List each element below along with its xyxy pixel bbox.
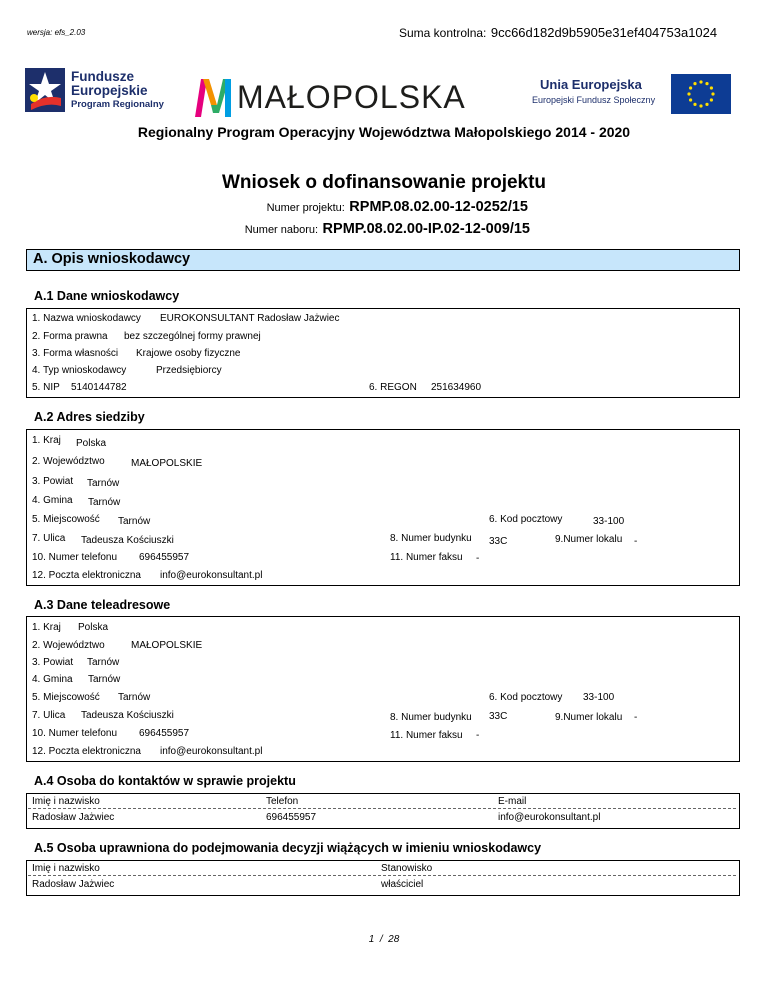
a2-phone-value: 696455957 [139,552,190,563]
a3-county-label: 3. Powiat [32,657,74,668]
a2-city-value: Tarnów [118,516,151,527]
a2-country-value: Polska [76,438,107,449]
a1-name-value: EUROKONSULTANT Radosław Jażwiec [160,313,340,324]
a2-email-label: 12. Poczta elektroniczna [32,570,141,581]
a4-phone: 696455957 [266,812,317,823]
a3-street-value: Tadeusza Kościuszki [81,710,174,721]
page-total: 28 [388,934,400,945]
a4-box [26,793,740,829]
a2-street-value: Tadeusza Kościuszki [81,535,174,546]
a1-nip-value: 5140144782 [71,382,127,393]
a3-building-label: 8. Numer budynku [390,712,472,723]
a2-street-label: 7. Ulica [32,533,66,544]
a2-county-label: 3. Powiat [32,476,74,487]
eu-flag-icon [671,74,731,114]
a3-building-value: 33C [489,711,508,722]
version-label: wersja: efs_2.03 [27,28,86,37]
checksum [399,24,717,42]
malopolska-text: MAŁOPOLSKA [237,79,466,115]
a2-county-value: Tarnów [87,478,120,489]
fe-line2: Europejskie [71,83,148,98]
a1-regon-label: 6. REGON [369,382,417,393]
a3-postal-label: 6. Kod pocztowy [489,692,563,703]
project-number-label: Numer projektu: [266,202,345,214]
a2-title: A.2 Adres siedziby [34,410,145,424]
call-number: RPMP.08.02.00-IP.02-12-009/15 [322,221,530,237]
a4-title: A.4 Osoba do kontaktów w sprawie projektu [34,774,296,788]
a1-title: A.1 Dane wnioskodawcy [34,289,180,303]
a2-email-value: info@eurokonsultant.pl [160,570,263,581]
a3-phone-value: 696455957 [139,728,190,739]
section-a-title: A. Opis wnioskodawcy [33,251,191,267]
a3-commune-label: 4. Gmina [32,674,73,685]
a4-col-name: Imię i nazwisko [32,796,100,807]
a1-type-label: 4. Typ wnioskodawcy [32,365,127,376]
fe-line1: Fundusze [71,69,134,84]
a4-name: Radosław Jażwiec [32,812,115,823]
eu-line2: Europejski Fundusz Społeczny [532,95,656,105]
a1-legal-form-value: bez szczególnej formy prawnej [124,331,261,342]
a3-title: A.3 Dane teleadresowe [34,598,171,612]
a2-building-value: 33C [489,536,508,547]
call-number-label: Numer naboru: [244,224,319,236]
page-indicator [0,934,768,945]
a1-nip-label: 5. NIP [32,382,60,393]
page-separator: / [379,934,383,945]
a1-legal-form-label: 2. Forma prawna [32,331,108,342]
a3-email-label: 12. Poczta elektroniczna [32,746,141,757]
a3-phone-label: 10. Numer telefonu [32,728,118,739]
checksum-label: Suma kontrolna: [399,26,487,40]
project-number: RPMP.08.02.00-12-0252/15 [349,199,528,215]
a2-unit-value: - [634,536,638,547]
eu-logo [532,75,744,111]
a3-voiv-value: MAŁOPOLSKIE [131,640,203,651]
a5-position: właściciel [381,879,424,890]
a4-col-email: E-mail [498,796,527,807]
a4-divider [28,808,736,809]
fe-star-icon [25,68,65,112]
malopolska-m-icon [195,77,231,117]
a5-divider [28,875,736,876]
a2-voiv-value: MAŁOPOLSKIE [131,458,203,469]
a3-country-value: Polska [78,622,109,633]
page-current: 1 [368,934,375,945]
a5-col-position: Stanowisko [381,863,433,874]
a2-fax-label: 11. Numer faksu [390,552,463,563]
a3-postal-value: 33-100 [583,692,615,703]
a2-country-label: 1. Kraj [32,435,61,446]
a3-country-label: 1. Kraj [32,622,61,633]
a1-ownership-label: 3. Forma własności [32,348,119,359]
a3-county-value: Tarnów [87,657,120,668]
a1-type-value: Przedsiębiorcy [156,365,222,376]
section-a-header [26,249,740,271]
call-number-row [0,220,530,238]
fe-line3: Program Regionalny [71,99,164,110]
a2-box [26,429,740,586]
a2-commune-value: Tarnów [88,497,121,508]
a3-fax-label: 11. Numer faksu [390,730,463,741]
malopolska-logo [195,77,485,117]
a3-city-label: 5. Miejscowość [32,692,100,703]
a1-ownership-value: Krajowe osoby fizyczne [136,348,241,359]
a2-city-label: 5. Miejscowość [32,514,100,525]
a4-email: info@eurokonsultant.pl [498,812,601,823]
project-number-row [0,198,528,216]
a3-unit-value: - [634,712,638,723]
a2-building-label: 8. Numer budynku [390,533,472,544]
a2-postal-label: 6. Kod pocztowy [489,514,563,525]
a1-regon-value: 251634960 [431,382,482,393]
a3-city-value: Tarnów [118,692,151,703]
program-title: Regionalny Program Operacyjny Województwa Małopolskiego 2014 - 2020 [137,124,631,140]
eu-line1: Unia Europejska [540,77,642,92]
a1-name-label: 1. Nazwa wnioskodawcy [32,313,141,324]
a3-voiv-label: 2. Województwo [32,640,105,651]
document-title: Wniosek o dofinansowanie projektu [221,172,547,193]
a2-fax-value: - [476,553,480,564]
a3-unit-label: 9.Numer lokalu [555,712,623,723]
a3-street-label: 7. Ulica [32,710,66,721]
checksum-value: 9cc66d182d9b5905e31ef404753a1024 [490,25,718,40]
fe-logo [25,68,170,116]
a3-email-value: info@eurokonsultant.pl [160,746,263,757]
a4-col-phone: Telefon [266,796,299,807]
a3-commune-value: Tarnów [88,674,121,685]
a5-col-name: Imię i nazwisko [32,863,100,874]
a2-unit-label: 9.Numer lokalu [555,534,623,545]
a5-title: A.5 Osoba uprawniona do podejmowania decyzji wiążących w imieniu wnioskodawcy [34,841,542,855]
a2-commune-label: 4. Gmina [32,495,73,506]
a2-postal-value: 33-100 [593,516,625,527]
a3-fax-value: - [476,730,480,741]
a3-box [26,616,740,762]
a5-name: Radosław Jażwiec [32,879,115,890]
a2-voiv-label: 2. Województwo [32,456,105,467]
a2-phone-label: 10. Numer telefonu [32,552,118,563]
